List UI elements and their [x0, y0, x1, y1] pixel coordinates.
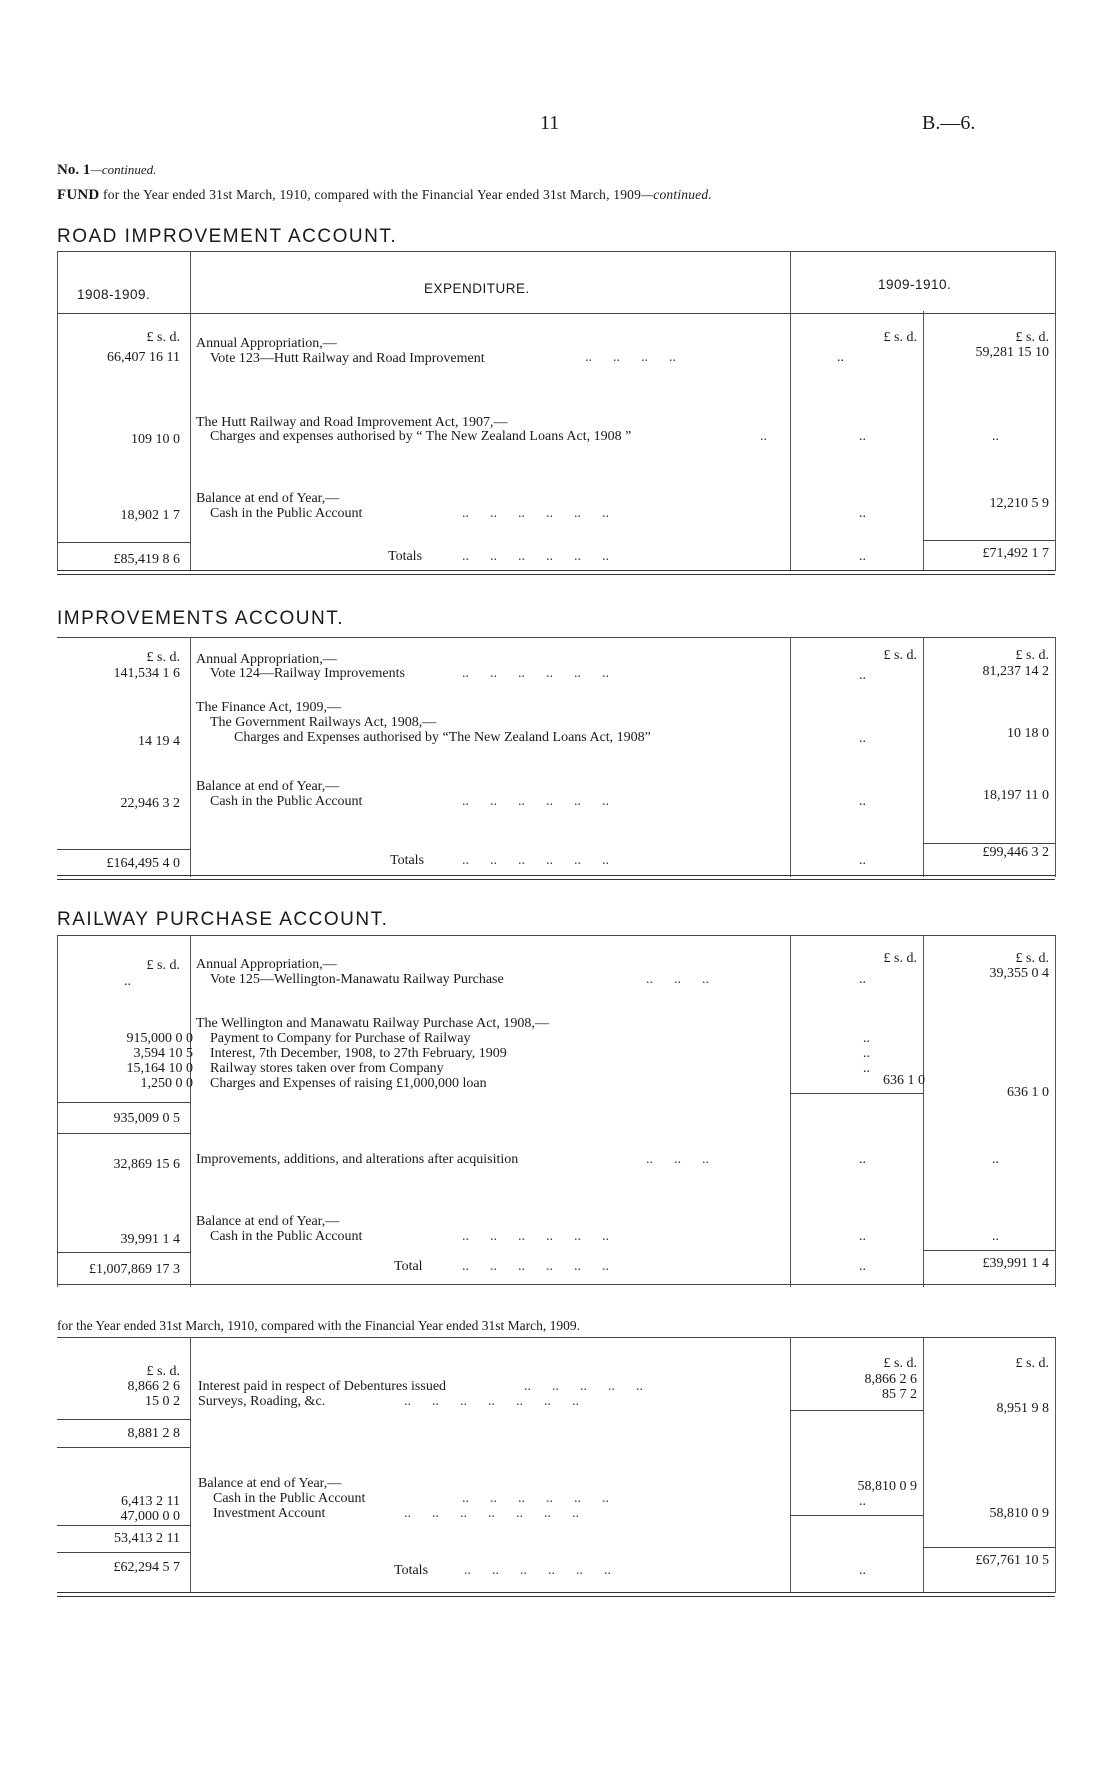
rail-r3-left: 32,869 15 6: [113, 1157, 180, 1172]
road-col-expenditure: EXPENDITURE.: [424, 281, 530, 296]
road-r3-detail: Cash in the Public Account: [210, 506, 363, 521]
road-lsd-left: £ s. d.: [146, 330, 180, 345]
impr-r1-leader: .. .. .. .. .. ..: [462, 666, 609, 681]
rail-total-rule-left: [57, 1252, 190, 1253]
impr-lsd-left: £ s. d.: [146, 650, 180, 665]
last-r2-rule-mid: [790, 1515, 923, 1516]
rail-r3-label: Improvements, additions, and alterations after acquisition: [196, 1152, 519, 1167]
impr-r1-detail: Vote 124—Railway Improvements: [210, 666, 405, 681]
rail-top-rule: [57, 935, 1055, 936]
rail-total-left: £1,007,869 17 3: [89, 1262, 180, 1277]
impr-col-rule-3: [923, 637, 924, 877]
last-r2-label: Balance at end of Year,—: [198, 1476, 342, 1491]
rail-r4-detail: Cash in the Public Account: [210, 1229, 363, 1244]
impr-col-rule-1: [190, 637, 191, 877]
last-col-rule-1: [190, 1337, 191, 1593]
rail-col-rule-2: [790, 935, 791, 1287]
road-lsd-mid: £ s. d.: [883, 330, 917, 345]
rail-r4-b: ..: [992, 1229, 999, 1244]
rail-lsd-right: £ s. d.: [1015, 951, 1049, 966]
rail-r2-item: [60, 1031, 1060, 1046]
last-r1-sub: 8,881 2 8: [127, 1426, 180, 1441]
road-total-rule-left: [57, 542, 190, 543]
road-r1-b: 59,281 15 10: [975, 345, 1049, 360]
last-r1-b: 8,951 9 8: [996, 1401, 1049, 1416]
impr-col-rule-2: [790, 637, 791, 877]
last-r2-sub-rule: [57, 1552, 190, 1553]
rail-r4-left: 39,991 1 4: [120, 1232, 180, 1247]
last-r1-leader-1: .. .. .. .. ..: [524, 1379, 643, 1394]
road-bottom-rule: [57, 570, 1055, 575]
road-r3-left: 18,902 1 7: [120, 508, 180, 523]
rail-r2-item-left: 3,594 10 5: [133, 1046, 193, 1061]
last-r1-text-1: Interest paid in respect of Debentures issued: [198, 1379, 447, 1394]
rail-r1-a: ..: [859, 972, 866, 987]
rail-r2-item-text: Charges and Expenses of raising £1,000,000 loan: [210, 1076, 487, 1091]
impr-r3-b: 18,197 11 0: [983, 788, 1049, 803]
last-r2-left-2: 47,000 0 0: [120, 1509, 180, 1524]
impr-r3-label: Balance at end of Year,—: [196, 779, 340, 794]
impr-total-leader: .. .. .. .. .. ..: [462, 853, 609, 868]
rail-r3-b: ..: [992, 1152, 999, 1167]
rail-r2-sub-rule: [57, 1133, 190, 1134]
impr-r2-left: 14 19 4: [138, 734, 180, 749]
page-number: 11: [540, 112, 560, 134]
road-r3-b: 12,210 5 9: [989, 496, 1049, 511]
last-r2-a-2: ..: [859, 1494, 866, 1509]
last-r1-a-2: 85 7 2: [882, 1387, 917, 1402]
road-r2-b: ..: [992, 429, 999, 444]
last-r2-sub: 53,413 2 11: [114, 1531, 180, 1546]
road-r1-leader: .. .. .. ..: [585, 350, 676, 365]
road-col-rule-1: [190, 251, 191, 571]
rail-r3-leader: .. .. ..: [646, 1152, 709, 1167]
road-total-a: ..: [859, 549, 866, 564]
last-r2-leader-2: .. .. .. .. .. .. ..: [404, 1506, 579, 1521]
rail-r2-item-left: 915,000 0 0: [126, 1031, 193, 1046]
road-col-1909: 1909-1910.: [878, 277, 952, 292]
last-r1-leader-2: .. .. .. .. .. .. ..: [404, 1394, 579, 1409]
last-right-border: [1055, 1337, 1056, 1593]
road-r1-label: Annual Appropriation,—: [196, 336, 337, 351]
last-bottom-rule: [57, 1592, 1055, 1597]
last-r2-leader-1: .. .. .. .. .. ..: [462, 1491, 609, 1506]
fund-heading: [57, 187, 712, 204]
rail-total-label: Total: [394, 1259, 423, 1274]
rail-total-rule-right: [923, 1250, 1055, 1251]
impr-lsd-mid: £ s. d.: [883, 648, 917, 663]
last-r1-rule-left: [57, 1419, 190, 1420]
rail-r2-item: [60, 1046, 1060, 1061]
rail-r2-item-a: 636 1 0: [883, 1073, 925, 1088]
last-lsd-mid: £ s. d.: [883, 1356, 917, 1371]
rail-r1-label: Annual Appropriation,—: [196, 957, 337, 972]
road-col-1908: 1908-1909.: [77, 287, 151, 302]
road-r1-a: ..: [837, 350, 844, 365]
rail-left-border: [57, 935, 58, 1287]
rail-r1-detail: Vote 125—Wellington-Manawatu Railway Purchase: [210, 972, 504, 987]
road-header-rule: [57, 313, 1055, 314]
last-r2-left-1: 6,413 2 11: [121, 1494, 180, 1509]
rail-r2-item-a: ..: [863, 1046, 870, 1061]
impr-r3-a: ..: [859, 794, 866, 809]
impr-account-title: IMPROVEMENTS ACCOUNT.: [57, 608, 344, 629]
impr-total-rule-right: [923, 843, 1055, 844]
last-top-rule: [57, 1337, 1055, 1338]
rail-r3-a: ..: [859, 1152, 866, 1167]
impr-total-a: ..: [859, 853, 866, 868]
last-r2-cash: Cash in the Public Account: [213, 1491, 366, 1506]
rail-r1-b: 39,355 0 4: [989, 966, 1049, 981]
rail-col-rule-3: [923, 935, 924, 1287]
rail-r2-items: [60, 1031, 1060, 1091]
road-left-border: [57, 251, 58, 571]
impr-lsd-right: £ s. d.: [1015, 648, 1049, 663]
road-total-left: £85,419 8 6: [113, 552, 180, 567]
last-r2-rule-left: [57, 1525, 190, 1526]
road-total-rule-right: [923, 540, 1055, 541]
rail-account-title: RAILWAY PURCHASE ACCOUNT.: [57, 909, 389, 930]
impr-r1-b: 81,237 14 2: [982, 664, 1049, 679]
road-r1-detail: Vote 123—Hutt Railway and Road Improvement: [210, 351, 485, 366]
last-total-left: £62,294 5 7: [113, 1560, 180, 1575]
road-lsd-right: £ s. d.: [1015, 330, 1049, 345]
last-total-leader: .. .. .. .. .. ..: [464, 1563, 611, 1578]
impr-r1-label: Annual Appropriation,—: [196, 652, 337, 667]
road-r3-a: ..: [859, 506, 866, 521]
rail-r2-item-left: 15,164 10 0: [126, 1061, 193, 1076]
rail-r2-rule-mid: [790, 1093, 923, 1094]
rail-total-a: ..: [859, 1259, 866, 1274]
rail-r2-item: [60, 1073, 1060, 1091]
rail-r2-rule-left: [57, 1102, 190, 1103]
rail-r2-item-text: Interest, 7th December, 1908, to 27th February, 1909: [210, 1046, 507, 1061]
road-total-label: Totals: [388, 549, 423, 564]
last-col-rule-3: [923, 1337, 924, 1593]
fund-heading-text: for the Year ended 31st March, 1910, compared with the Financial Year ended 31st March, 1909: [103, 187, 642, 202]
impr-top-rule: [57, 637, 1055, 638]
last-account-heading: for the Year ended 31st March, 1910, compared with the Financial Year ended 31st March, 1909.: [57, 1318, 581, 1333]
rail-r1-left: ..: [124, 974, 131, 989]
rail-lsd-left: £ s. d.: [146, 958, 180, 973]
road-top-rule: [57, 251, 1055, 252]
road-r2-detail: Charges and expenses authorised by “ The New Zealand Loans Act, 1908 ”: [210, 429, 632, 444]
last-r1-left-1: 8,866 2 6: [127, 1379, 180, 1394]
impr-r3-detail: Cash in the Public Account: [210, 794, 363, 809]
last-total-b: £67,761 10 5: [975, 1553, 1049, 1568]
impr-r1-a: ..: [859, 668, 866, 683]
road-r3-leader: .. .. .. .. .. ..: [462, 506, 609, 521]
road-total-leader: .. .. .. .. .. ..: [462, 549, 609, 564]
impr-r1-left: 141,534 1 6: [113, 666, 180, 681]
road-r3-label: Balance at end of Year,—: [196, 491, 340, 506]
road-r2-left: 109 10 0: [131, 432, 180, 447]
fund-heading-bold: FUND: [57, 187, 100, 203]
rail-r2-item-a: ..: [863, 1061, 870, 1076]
rail-r2-label: The Wellington and Manawatu Railway Purchase Act, 1908,—: [196, 1016, 549, 1031]
rail-r2-sub: 935,009 0 5: [113, 1111, 180, 1126]
last-lsd-right: £ s. d.: [1015, 1356, 1049, 1371]
road-r2-leader: ..: [760, 429, 767, 444]
impr-r3-left: 22,946 3 2: [120, 796, 180, 811]
road-col-rule-2: [790, 251, 791, 571]
impr-r2-b: 10 18 0: [1007, 726, 1049, 741]
last-r2-b: 58,810 0 9: [989, 1506, 1049, 1521]
impr-total-left: £164,495 4 0: [106, 856, 180, 871]
rail-r2-item-text: Railway stores taken over from Company: [210, 1061, 444, 1076]
road-total-b: £71,492 1 7: [982, 546, 1049, 561]
last-total-a: ..: [859, 1563, 866, 1578]
rail-col-rule-1: [190, 935, 191, 1287]
impr-r2-detail: Charges and Expenses authorised by “The New Zealand Loans Act, 1908”: [234, 730, 651, 745]
impr-r2-a: ..: [859, 731, 866, 746]
last-r1-text-2: Surveys, Roading, &c.: [198, 1394, 326, 1409]
last-r1-a-1: 8,866 2 6: [864, 1372, 917, 1387]
last-r1-left-2: 15 0 2: [145, 1394, 180, 1409]
road-r2-a: ..: [859, 429, 866, 444]
impr-total-b: £99,446 3 2: [982, 845, 1049, 860]
rail-r2-b: 636 1 0: [1007, 1085, 1049, 1100]
rail-r2-item-a: ..: [863, 1031, 870, 1046]
road-account-title: ROAD IMPROVEMENT ACCOUNT.: [57, 226, 398, 247]
impr-r3-leader: .. .. .. .. .. ..: [462, 794, 609, 809]
road-r1-left: 66,407 16 11: [107, 350, 180, 365]
last-col-rule-2: [790, 1337, 791, 1593]
last-total-rule-right: [923, 1547, 1055, 1548]
impr-total-rule-left: [57, 849, 190, 850]
last-r2-investment: Investment Account: [213, 1506, 326, 1521]
rail-r4-a: ..: [859, 1229, 866, 1244]
rail-r2-item-left: 1,250 0 0: [140, 1076, 193, 1091]
rail-r4-leader: .. .. .. .. .. ..: [462, 1229, 609, 1244]
rail-r1-leader: .. .. ..: [646, 972, 709, 987]
statement-number: [57, 162, 156, 179]
impr-bottom-rule: [57, 875, 1055, 880]
last-r2-a-1: 58,810 0 9: [857, 1479, 917, 1494]
last-r1-rule-mid: [790, 1410, 923, 1411]
impr-r2-act: The Government Railways Act, 1908,—: [210, 715, 437, 730]
rail-lsd-mid: £ s. d.: [883, 951, 917, 966]
impr-right-border: [1055, 637, 1056, 877]
road-right-border: [1055, 251, 1056, 571]
impr-total-label: Totals: [390, 853, 425, 868]
document-reference: B.—6.: [922, 112, 976, 134]
road-col-rule-3: [923, 311, 924, 571]
statement-number-suffix: —continued.: [90, 162, 157, 177]
impr-r2-label: The Finance Act, 1909,—: [196, 700, 342, 715]
rail-r4-label: Balance at end of Year,—: [196, 1214, 340, 1229]
last-total-label: Totals: [394, 1563, 429, 1578]
rail-r2-item-text: Payment to Company for Purchase of Railway: [210, 1031, 471, 1046]
rail-bottom-rule: [57, 1284, 1055, 1285]
fund-heading-suffix: —continued.: [641, 187, 712, 202]
road-r2-label: The Hutt Railway and Road Improvement Act, 1907,—: [196, 415, 508, 430]
last-lsd-left: £ s. d.: [146, 1364, 180, 1379]
statement-number-label: No. 1: [57, 162, 91, 178]
rail-right-border: [1055, 935, 1056, 1287]
last-r1-sub-rule: [57, 1447, 190, 1448]
rail-total-b: £39,991 1 4: [982, 1256, 1049, 1271]
rail-total-leader: .. .. .. .. .. ..: [462, 1259, 609, 1274]
